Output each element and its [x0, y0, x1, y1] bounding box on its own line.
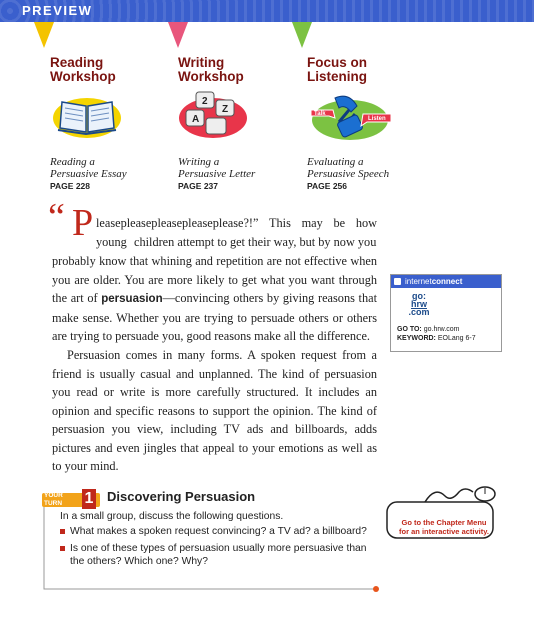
your-turn-badge: [42, 490, 100, 507]
workshop-subtitle: Persuasive Essay: [50, 168, 127, 180]
goto-label: GO TO:: [397, 326, 422, 333]
workshop-title: Writing: [178, 55, 225, 70]
workshop-title: Focus on: [307, 55, 367, 70]
keyboard-keys-icon: [176, 88, 251, 140]
bullet-marker: [60, 546, 65, 551]
talk-label: Talk: [314, 111, 326, 117]
workshop-page: PAGE 256: [307, 181, 348, 191]
intro-line-2-text: children attempt to get their way, but by now you: [134, 235, 377, 249]
telephone-icon: [305, 88, 395, 144]
listen-label: Listen: [368, 116, 386, 122]
workshop-subtitle: Writing a: [178, 156, 220, 168]
chapter-menu-line-2: for an interactive activity.: [399, 527, 489, 536]
chapter-menu-link[interactable]: [390, 518, 498, 536]
workshop-subtitle: Reading a: [50, 156, 95, 168]
workshop-title: Reading: [50, 55, 104, 70]
workshop-page: PAGE 228: [50, 181, 91, 191]
keyword-line: [397, 335, 476, 343]
intro-paragraph-1-text: [52, 252, 377, 346]
writing-workshop-column: [178, 56, 298, 84]
workshop-title: Listening: [307, 69, 367, 84]
keyword-persuasion: persuasion: [101, 293, 163, 305]
svg-text:A: A: [192, 114, 200, 125]
goto-url[interactable]: go.hrw.com: [423, 326, 460, 333]
workshop-title: Workshop: [50, 69, 116, 84]
workshop-page: PAGE 237: [178, 181, 219, 191]
svg-text:Z: Z: [222, 104, 229, 115]
workshop-subtitle: Persuasive Speech: [307, 168, 390, 180]
question-1: What makes a spoken request convincing? a TV ad? a billboard?: [70, 526, 367, 537]
logo-line-2: hrw: [410, 299, 427, 309]
writing-workshop-details: [178, 156, 298, 191]
your-turn-label: YOUR TURN: [44, 492, 63, 507]
bullet-marker: [60, 529, 65, 534]
your-turn-number: 1: [82, 489, 96, 509]
reading-workshop-details: [50, 156, 170, 191]
focus-listening-column: [307, 56, 427, 84]
internet-connect-box[interactable]: [390, 274, 502, 352]
chapter-menu-line-1: Go to the Chapter Menu: [401, 518, 487, 527]
pennant-pink: [168, 22, 188, 48]
p1-text-before: probably know that whining and repetition are not effective when you are older. You are more likely to get what you want through the art of: [52, 254, 377, 305]
question-2: Is one of these types of persuasion usually more persuasive than the others? Which one? Why?: [70, 543, 367, 567]
internet-label: internet: [405, 277, 432, 286]
go-hrw-logo[interactable]: [405, 292, 433, 320]
focus-listening-details: [307, 156, 427, 191]
your-turn-intro: In a small group, discuss the following questions.: [60, 511, 284, 522]
logo-line-1: go:: [412, 291, 426, 301]
intro-paragraph-2: [52, 346, 377, 476]
banner-title: PREVIEW: [22, 3, 93, 18]
pennant-yellow: [34, 22, 54, 48]
workshop-title: Workshop: [178, 69, 244, 84]
preview-banner: [0, 0, 534, 22]
open-book-icon: [50, 88, 125, 140]
keyword-label: KEYWORD:: [397, 335, 436, 342]
reading-workshop-column: [50, 56, 170, 84]
pennant-green: [292, 22, 312, 48]
globe-icon: [394, 278, 401, 285]
workshop-subtitle: Persuasive Letter: [178, 168, 256, 180]
intro-paragraph-2-text: Persuasion comes in many forms. A spoken request from a friend is usually casual and unplanned. The kind of persuasion you read or write is more carefully structured. It includes an opinion and specific reasons to support the opinion. The kind of persuasion you view, including TV ads and billboards, adds pictures and even jingles that appeal to your emotions as well as to your mind.: [52, 348, 377, 473]
logo-line-3: .com: [408, 307, 430, 317]
goto-line: [397, 326, 460, 334]
connect-label: connect: [431, 277, 463, 286]
svg-text:2: 2: [202, 96, 208, 107]
drop-cap: P: [72, 202, 94, 244]
your-turn-box: [42, 487, 378, 591]
workshop-subtitle: Evaluating a: [307, 156, 364, 168]
internet-connect-header: [391, 275, 501, 288]
intro-line-2: [134, 233, 377, 252]
bullet-end-dot: [373, 586, 379, 592]
open-quote: “: [48, 196, 65, 238]
keyword-value: EOLang 6-7: [437, 335, 476, 342]
p1-text-after: —convincing others by giving reasons that make sense. Whether you are trying to persuade others or others are trying to persuade you, good reasons make all the difference.: [52, 291, 377, 343]
intro-paragraph-1: [52, 252, 377, 346]
intro-line-1-text: leasepleasepleasepleaseplease?!” This may be how young: [96, 216, 377, 249]
your-turn-title: Discovering Persuasion: [107, 489, 256, 504]
